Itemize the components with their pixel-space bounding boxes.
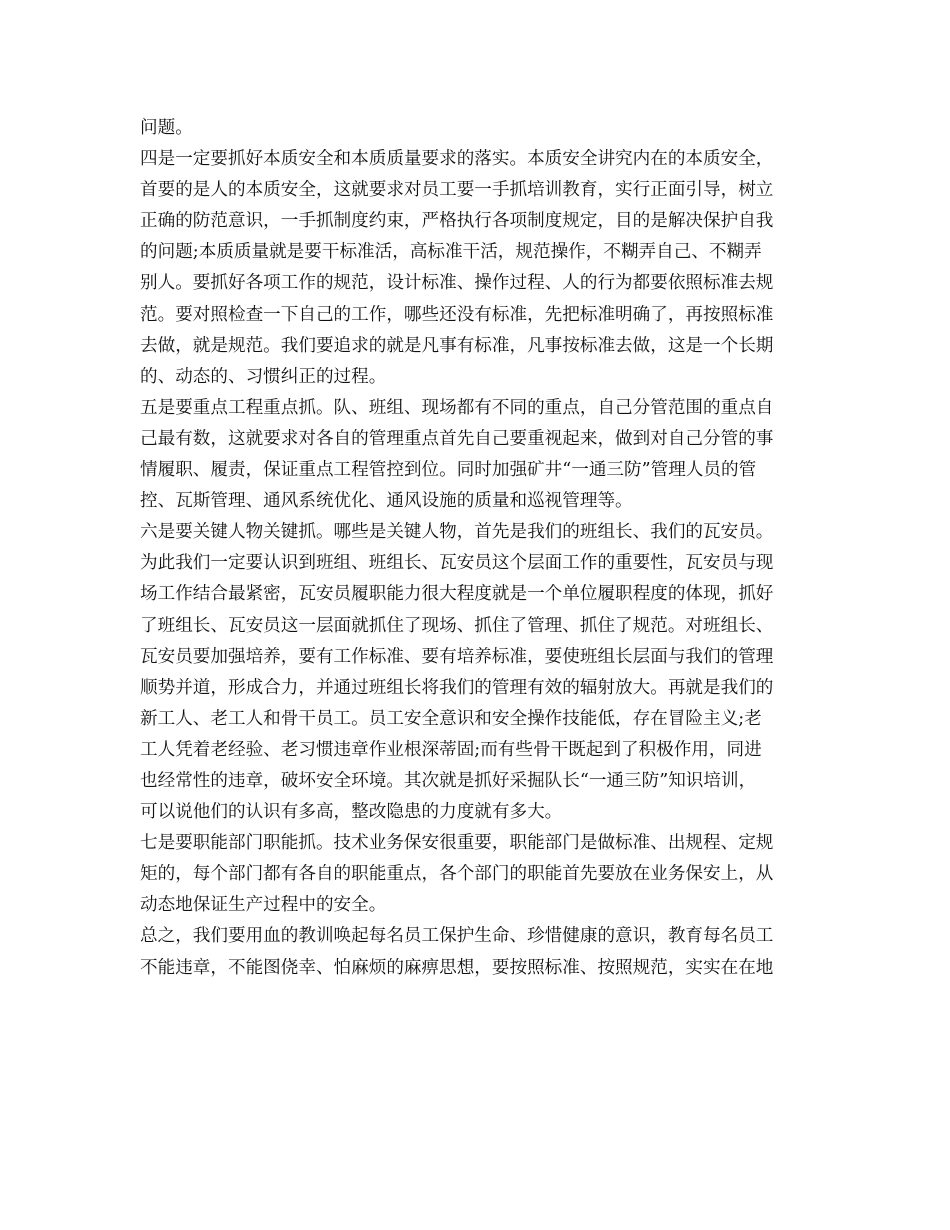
text-line: 七是要职能部门职能抓。技术业务保安很重要，职能部门是做标准、出规程、定规 <box>140 833 774 854</box>
text-line: 为此我们一定要认识到班组、班组长、瓦安员这个层面工作的重要性，瓦安员与现 <box>140 553 774 574</box>
text-line: 场工作结合最紧密，瓦安员履职能力很大程度就是一个单位履职程度的体现，抓好 <box>140 584 774 605</box>
body-text <box>140 113 812 984</box>
text-line: 总之，我们要用血的教训唤起每名员工保护生命、珍惜健康的意识，教育每名员工 <box>140 926 774 947</box>
text-line: 己最有数，这就要求对各自的管理重点首先自己要重视起来，做到对自己分管的事 <box>140 428 774 449</box>
text-line: 矩的，每个部门都有各自的职能重点，各个部门的职能首先要放在业务保安上，从 <box>140 864 774 885</box>
text-line: 可以说他们的认识有多高，整改隐患的力度就有多大。 <box>140 802 563 823</box>
text-line: 别人。要抓好各项工作的规范，设计标准、操作过程、人的行为都要依照标准去规 <box>140 273 774 294</box>
text-line: 五是要重点工程重点抓。队、班组、现场都有不同的重点，自己分管范围的重点自 <box>140 397 774 418</box>
text-line: 范。要对照检查一下自己的工作，哪些还没有标准，先把标准明确了，再按照标准 <box>140 304 774 325</box>
text-line: 顺势并道，形成合力，并通过班组长将我们的管理有效的辐射放大。再就是我们的 <box>140 677 774 698</box>
text-line: 新工人、老工人和骨干员工。员工安全意识和安全操作技能低，存在冒险主义;老 <box>140 708 762 729</box>
text-line: 六是要关键人物关键抓。哪些是关键人物，首先是我们的班组长、我们的瓦安员。 <box>140 522 774 543</box>
text-line: 的、动态的、习惯纠正的过程。 <box>140 366 387 387</box>
text-line: 情履职、履责，保证重点工程管控到位。同时加强矿井“一通三防”管理人员的管 <box>140 460 757 481</box>
text-line: 控、瓦斯管理、通风系统优化、通风设施的质量和巡视管理等。 <box>140 491 633 512</box>
text-line: 动态地保证生产过程中的安全。 <box>140 895 387 916</box>
text-line: 也经常性的违章，破坏安全环境。其次就是抓好采掘队长“一通三防”知识培训， <box>140 770 757 791</box>
text-line: 首要的是人的本质安全，这就要求对员工要一手抓培训教育，实行正面引导，树立 <box>140 180 774 201</box>
text-line: 不能违章，不能图侥幸、怕麻烦的麻痹思想，要按照标准、按照规范，实实在在地 <box>140 957 774 978</box>
text-line: 正确的防范意识，一手抓制度约束，严格执行各项制度规定，目的是解决保护自我 <box>140 211 774 232</box>
text-line: 了班组长、瓦安员这一层面就抓住了现场、抓住了管理、抓住了规范。对班组长、 <box>140 615 774 636</box>
text-line: 去做，就是规范。我们要追求的就是凡事有标准，凡事按标准去做，这是一个长期 <box>140 335 774 356</box>
text-line: 瓦安员要加强培养，要有工作标准、要有培养标准，要使班组长层面与我们的管理 <box>140 646 774 667</box>
text-line: 问题。 <box>140 118 193 138</box>
text-line: 四是一定要抓好本质安全和本质质量要求的落实。本质安全讲究内在的本质安全， <box>140 149 774 170</box>
text-line: 的问题;本质质量就是要干标准活，高标准干活，规范操作，不糊弄自己、不糊弄 <box>140 242 762 263</box>
text-line: 工人凭着老经验、老习惯违章作业根深蒂固;而有些骨干既起到了积极作用，同进 <box>140 739 762 760</box>
